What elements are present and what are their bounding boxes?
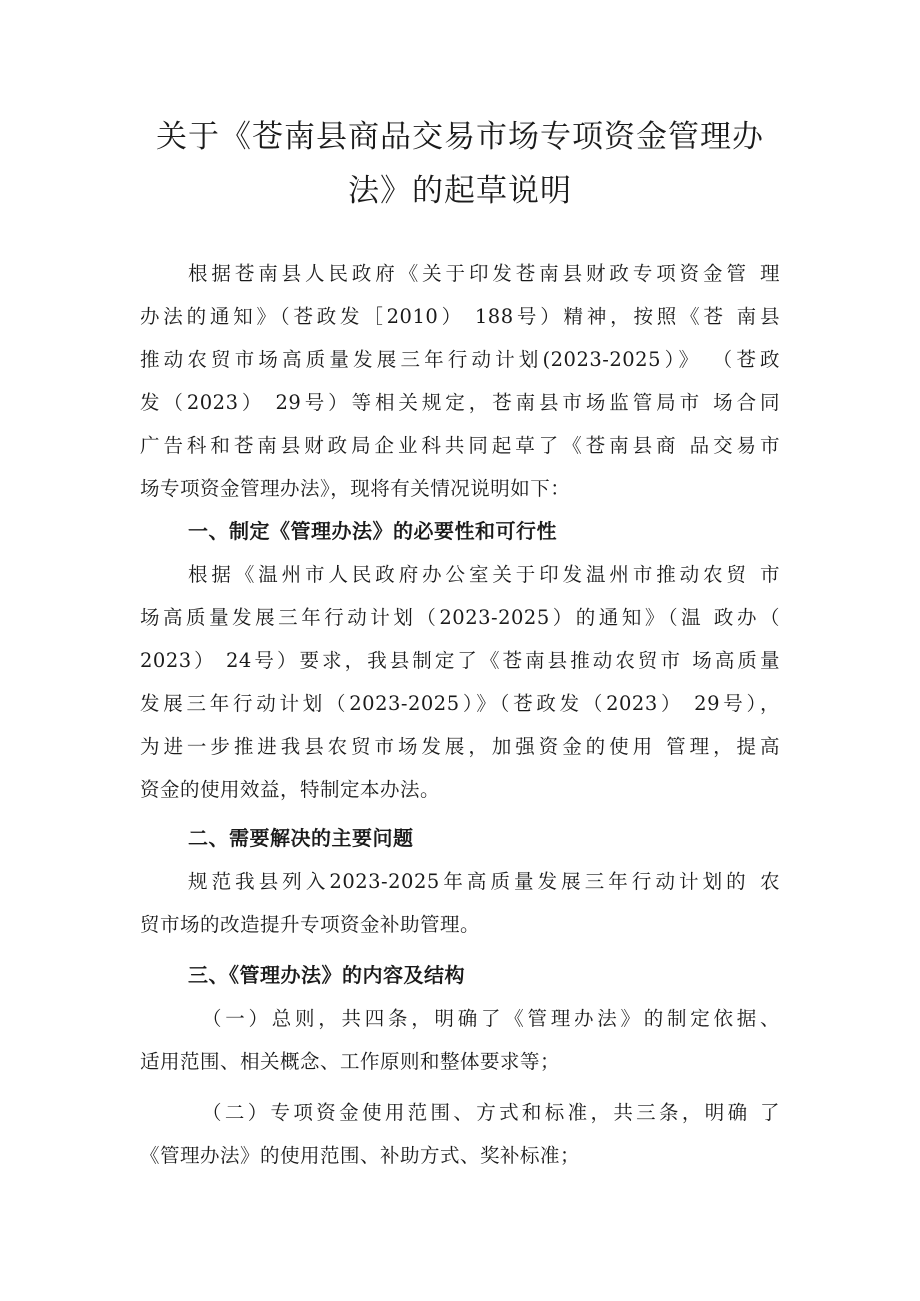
paragraph-line: （二）专项资金使用范围、方式和标准，共三条，明确 了 <box>202 1101 780 1124</box>
paragraph-line: 发展三年行动计划（2023-2025）》（苍政发（2023） 29号）， <box>140 692 780 715</box>
paragraph-line: 根据《温州市人民政府办公室关于印发温州市推动农贸 市 <box>188 563 780 586</box>
paragraph-line: 《管理办法》的使用范围、补助方式、奖补标准； <box>140 1144 581 1167</box>
paragraph-line: 根据苍南县人民政府《关于印发苍南县财政专项资金管 理 <box>188 262 780 285</box>
spacer <box>140 946 780 954</box>
title-line-2: 法》的起草说明 <box>348 173 572 209</box>
section-heading-1: 一、制定《管理办法》的必要性和可行性 <box>188 519 557 543</box>
section-heading-2: 二、需要解决的主要问题 <box>188 826 414 850</box>
spacer <box>140 1083 780 1091</box>
title-line-1: 关于《苍南县商品交易市场专项资金管理办 <box>156 119 764 155</box>
paragraph-line: 推动农贸市场高质量发展三年行动计划(2023-2025）》 （苍政 <box>140 348 780 371</box>
paragraph-line: 办法的通知》（苍政发［2010） 188号）精神，按照《苍 南县 <box>140 305 780 328</box>
section-2-paragraph <box>140 860 780 946</box>
paragraph-line: 广告科和苍南县财政局企业科共同起草了《苍南县商 品交易市 <box>140 434 780 457</box>
section-1-paragraph <box>140 553 780 811</box>
paragraph-line: 规范我县列入2023-2025年高质量发展三年行动计划的 农 <box>188 870 780 893</box>
paragraph-line: 为进一步推进我县农贸市场发展，加强资金的使用 管理，提高 <box>140 735 780 758</box>
document-body <box>140 252 780 1177</box>
section-3-item-1 <box>140 997 780 1083</box>
paragraph-line: （一）总则，共四条，明确了《管理办法》的制定依据、 <box>202 1007 780 1030</box>
intro-paragraph <box>140 252 780 510</box>
paragraph-line: 适用范围、相关概念、工作原则和整体要求等； <box>140 1050 561 1073</box>
section-3-item-2 <box>140 1091 780 1177</box>
paragraph-line: 场高质量发展三年行动计划（2023-2025）的通知》（温 政办（ <box>140 606 780 629</box>
paragraph-line: 发（2023） 29号）等相关规定，苍南县市场监管局市 场合同 <box>140 391 780 414</box>
paragraph-line: 贸市场的改造提升专项资金补助管理。 <box>140 913 481 936</box>
paragraph-line: 资金的使用效益，特制定本办法。 <box>140 778 441 801</box>
document-title <box>140 110 780 218</box>
paragraph-line: 2023） 24号）要求，我县制定了《苍南县推动农贸市 场高质量 <box>140 649 780 672</box>
section-heading-3: 三、《管理办法》的内容及结构 <box>188 963 465 987</box>
paragraph-line: 场专项资金管理办法》，现将有关情况说明如下： <box>140 477 571 500</box>
